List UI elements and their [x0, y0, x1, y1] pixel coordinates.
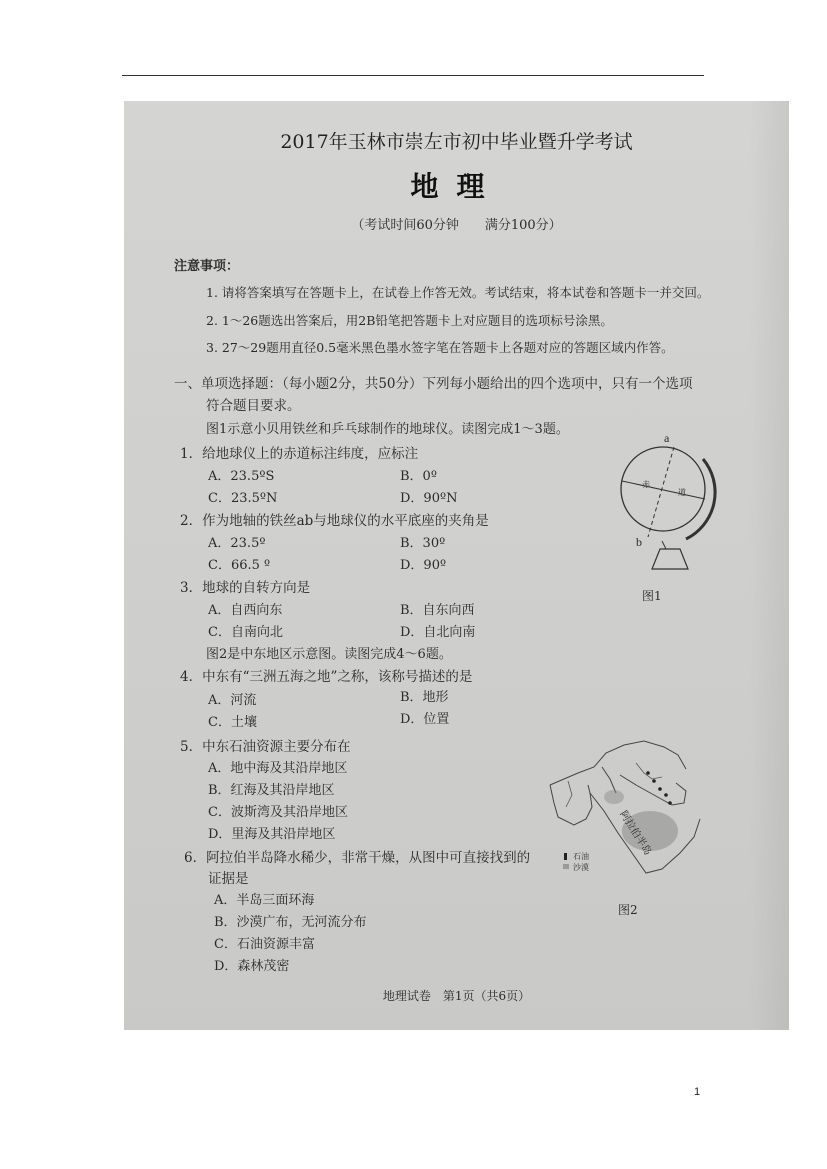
- globe-drawing: [608, 431, 718, 581]
- question-4: 4．中东有“三洲五海之地”之称，该称号描述的是: [180, 669, 473, 685]
- q6-option-b: B．沙漠广布，无河流分布: [214, 915, 367, 930]
- figure2-label: 图2: [618, 903, 638, 917]
- q4-option-a: A．河流: [208, 693, 257, 708]
- q3-option-d: D．自北向南: [400, 625, 476, 640]
- exam-subject: 地理: [410, 170, 503, 203]
- q3-option-c: C．自南向北: [208, 625, 283, 640]
- equator-label-left: 赤: [642, 480, 650, 489]
- question-6-cont: 证据是: [208, 871, 249, 887]
- note-3: 3. 27～29题用直径0.5毫米黑色墨水签字笔在答题卡上各题对应的答题区域内作答。: [206, 340, 674, 355]
- question-5: 5．中东石油资源主要分布在: [180, 739, 351, 755]
- q3-option-b: B．自东向西: [400, 603, 475, 618]
- q6-option-a: A．半岛三面环海: [214, 893, 315, 908]
- intro-figure2: 图2是中东地区示意图。读图完成4～6题。: [206, 647, 452, 662]
- q5-option-a: A．地中海及其沿岸地区: [208, 761, 348, 776]
- page-number: 1: [694, 1086, 701, 1098]
- q2-option-b: B．30º: [400, 536, 446, 551]
- photo-shadow: [749, 101, 789, 1030]
- q1-option-c: C．23.5ºN: [208, 491, 278, 506]
- q4-option-c: C．土壤: [208, 715, 257, 730]
- figure1-globe: [608, 431, 718, 581]
- q1-option-b: B．0º: [400, 469, 437, 484]
- q5-option-b: B．红海及其沿岸地区: [208, 783, 335, 798]
- legend-desert: 沙漠: [573, 863, 589, 872]
- note-2: 2. 1～26题选出答案后，用2B铅笔把答题卡上对应题目的选项标号涂黑。: [206, 313, 613, 328]
- question-2: 2．作为地轴的铁丝ab与地球仪的水平底座的夹角是: [180, 513, 489, 529]
- equator-label-right: 道: [678, 488, 686, 497]
- peninsula-label: 阿拉伯半岛: [617, 809, 654, 858]
- question-6: 6．阿拉伯半岛降水稀少，非常干燥，从图中可直接找到的: [184, 850, 531, 866]
- q2-option-a: A．23.5º: [208, 536, 266, 551]
- page-footer: 地理试卷 第1页（共6页）: [382, 989, 531, 1003]
- figure1-label: 图1: [642, 589, 662, 603]
- exam-time-info: （考试时间60分钟 满分100分）: [351, 218, 562, 233]
- middle-east-map: [544, 733, 704, 885]
- globe-point-b: b: [636, 535, 642, 549]
- q1-option-d: D．90ºN: [400, 491, 458, 506]
- header-rule: [122, 75, 704, 76]
- question-3: 3．地球的自转方向是: [180, 580, 311, 596]
- q4-option-b: B．地形: [400, 690, 449, 705]
- q6-option-d: D．森林茂密: [214, 959, 290, 974]
- note-1: 1. 请将答案填写在答题卡上，在试卷上作答无效。考试结束，将本试卷和答题卡一并交回。: [206, 285, 710, 300]
- exam-photo: [124, 101, 789, 1030]
- q5-option-d: D．里海及其沿岸地区: [208, 827, 336, 842]
- figure2-map: [544, 733, 704, 885]
- notes-title: 注意事项：: [174, 259, 240, 274]
- globe-point-a: a: [664, 431, 670, 445]
- section-heading-cont: 符合题目要求。: [206, 398, 301, 414]
- q4-option-d: D．位置: [400, 712, 450, 727]
- q2-option-d: D．90º: [400, 558, 447, 573]
- section-heading: 一、单项选择题：（每小题2分，共50分）下列每小题给出的四个选项中，只有一个选项: [174, 376, 693, 392]
- legend-oil: 石油: [573, 852, 589, 861]
- q5-option-c: C．波斯湾及其沿岸地区: [208, 805, 348, 820]
- q3-option-a: A．自西向东: [208, 603, 283, 618]
- intro-figure1: 图1示意小贝用铁丝和乒乓球制作的地球仪。读图完成1～3题。: [206, 422, 569, 437]
- q2-option-c: C．66.5 º: [208, 558, 271, 573]
- exam-title: 2017年玉林市崇左市初中毕业暨升学考试: [280, 131, 633, 153]
- question-1: 1．给地球仪上的赤道标注纬度，应标注: [180, 446, 419, 462]
- q6-option-c: C．石油资源丰富: [214, 937, 315, 952]
- q1-option-a: A．23.5ºS: [208, 469, 275, 484]
